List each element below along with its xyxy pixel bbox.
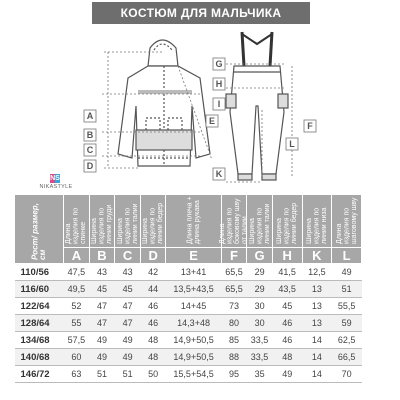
pants-illustration bbox=[226, 32, 288, 180]
table-cell: 51 bbox=[332, 281, 362, 298]
table-cell: 47 bbox=[115, 298, 141, 315]
table-cell: 14 bbox=[302, 332, 332, 349]
letter-l: L bbox=[289, 139, 295, 149]
table-cell: 46 bbox=[140, 298, 166, 315]
table-row bbox=[15, 332, 362, 349]
size-column-header: Рост/ размер, см bbox=[15, 195, 64, 264]
table-cell: 35 bbox=[247, 366, 273, 383]
letter-c: C bbox=[86, 145, 94, 155]
table-cell: 49 bbox=[89, 332, 115, 349]
column-letter-k: K bbox=[302, 248, 332, 264]
letter-g: G bbox=[215, 59, 223, 69]
column-label-f: Длина изделия по боковому шву от талии bbox=[221, 195, 247, 248]
table-row bbox=[15, 298, 362, 315]
letter-h: H bbox=[215, 79, 223, 89]
table-cell: 62,5 bbox=[332, 332, 362, 349]
table-row bbox=[15, 349, 362, 366]
table-cell: 57,5 bbox=[64, 332, 90, 349]
column-letter-d: D bbox=[140, 248, 166, 264]
table-cell: 14,3+48 bbox=[166, 315, 221, 332]
table-cell: 13,5+43,5 bbox=[166, 281, 221, 298]
table-cell: 41,5 bbox=[272, 264, 302, 281]
table-cell: 51 bbox=[115, 366, 141, 383]
table-cell: 44 bbox=[140, 281, 166, 298]
table-cell: 14,9+50,5 bbox=[166, 349, 221, 366]
column-letter-a: A bbox=[64, 248, 90, 264]
table-cell: 50 bbox=[140, 366, 166, 383]
row-size: 122/64 bbox=[15, 298, 64, 315]
table-cell: 47,5 bbox=[64, 264, 90, 281]
table-cell: 13 bbox=[302, 298, 332, 315]
row-size: 128/64 bbox=[15, 315, 64, 332]
header-letters-row bbox=[15, 248, 362, 264]
row-size: 110/56 bbox=[15, 264, 64, 281]
table-cell: 48 bbox=[140, 349, 166, 366]
table-cell: 66,5 bbox=[332, 349, 362, 366]
column-letter-f: F bbox=[221, 248, 247, 264]
letter-a: A bbox=[86, 111, 94, 121]
table-cell: 43 bbox=[89, 264, 115, 281]
table-cell: 14 bbox=[302, 366, 332, 383]
row-size: 116/60 bbox=[15, 281, 64, 298]
row-size: 134/68 bbox=[15, 332, 64, 349]
table-cell: 51 bbox=[89, 366, 115, 383]
brand-logo: NS bbox=[50, 175, 60, 182]
table-cell: 48 bbox=[272, 349, 302, 366]
column-letter-l: L bbox=[332, 248, 362, 264]
table-cell: 49 bbox=[89, 349, 115, 366]
table-cell: 42 bbox=[140, 264, 166, 281]
table-cell: 70 bbox=[332, 366, 362, 383]
table-cell: 46 bbox=[140, 315, 166, 332]
table-cell: 14+45 bbox=[166, 298, 221, 315]
row-size: 140/68 bbox=[15, 349, 64, 366]
column-label-h: Ширина изделия по линии бедер bbox=[272, 195, 302, 248]
table-row bbox=[15, 366, 362, 383]
column-letter-g: G bbox=[247, 248, 273, 264]
table-cell: 47 bbox=[89, 315, 115, 332]
column-label-b: Ширина изделия по линии груди bbox=[89, 195, 115, 248]
table-cell: 65,5 bbox=[221, 281, 247, 298]
brand-name: NIKASTYLE bbox=[39, 184, 73, 190]
row-size: 146/72 bbox=[15, 366, 64, 383]
table-cell: 14 bbox=[302, 349, 332, 366]
column-label-d: Ширина изделия по линии бедер bbox=[140, 195, 166, 248]
brand-block bbox=[36, 174, 76, 192]
table-cell: 49 bbox=[272, 366, 302, 383]
table-cell: 49,5 bbox=[64, 281, 90, 298]
table-cell: 13 bbox=[302, 281, 332, 298]
table-cell: 12,5 bbox=[302, 264, 332, 281]
table-cell: 49 bbox=[115, 349, 141, 366]
table-cell: 63 bbox=[64, 366, 90, 383]
table-cell: 47 bbox=[89, 298, 115, 315]
table-cell: 55,5 bbox=[332, 298, 362, 315]
table-cell: 45 bbox=[89, 281, 115, 298]
garment-diagram bbox=[0, 26, 400, 194]
column-label-a: Длина изделия по спинке bbox=[64, 195, 90, 248]
table-cell: 46 bbox=[272, 315, 302, 332]
table-cell: 13+41 bbox=[166, 264, 221, 281]
table-cell: 52 bbox=[64, 298, 90, 315]
column-label-l: Длина изделия по шаговому шву bbox=[332, 195, 362, 248]
table-cell: 47 bbox=[115, 315, 141, 332]
table-cell: 49 bbox=[115, 332, 141, 349]
table-cell: 60 bbox=[64, 349, 90, 366]
column-label-e: Длина плеча + длина рукава bbox=[166, 195, 221, 248]
table-cell: 59 bbox=[332, 315, 362, 332]
table-row bbox=[15, 264, 362, 281]
letter-k: K bbox=[215, 169, 223, 179]
table-cell: 95 bbox=[221, 366, 247, 383]
table-cell: 33,5 bbox=[247, 349, 273, 366]
column-label-g: Ширина изделия по линии талии bbox=[247, 195, 273, 248]
column-label-k: Ширина изделия по линии низа bbox=[302, 195, 332, 248]
column-letter-b: B bbox=[89, 248, 115, 264]
column-letter-c: C bbox=[115, 248, 141, 264]
table-cell: 15,5+54,5 bbox=[166, 366, 221, 383]
size-chart-table bbox=[14, 194, 362, 383]
table-cell: 80 bbox=[221, 315, 247, 332]
letter-i: I bbox=[217, 99, 221, 109]
table-cell: 45 bbox=[115, 281, 141, 298]
table-cell: 14,9+50,5 bbox=[166, 332, 221, 349]
jacket-illustration bbox=[118, 40, 210, 166]
table-cell: 29 bbox=[247, 281, 273, 298]
table-cell: 85 bbox=[221, 332, 247, 349]
letter-e: E bbox=[208, 116, 216, 126]
table-cell: 46 bbox=[272, 332, 302, 349]
table-cell: 30 bbox=[247, 298, 273, 315]
table-cell: 30 bbox=[247, 315, 273, 332]
table-cell: 88 bbox=[221, 349, 247, 366]
letter-d: D bbox=[86, 161, 94, 171]
table-cell: 29 bbox=[247, 264, 273, 281]
letter-b: B bbox=[86, 130, 94, 140]
table-cell: 33,5 bbox=[247, 332, 273, 349]
column-letter-e: E bbox=[166, 248, 221, 264]
table-cell: 13 bbox=[302, 315, 332, 332]
table-cell: 49 bbox=[332, 264, 362, 281]
letter-f: F bbox=[307, 121, 313, 131]
table-cell: 43 bbox=[115, 264, 141, 281]
table-cell: 65,5 bbox=[221, 264, 247, 281]
table-cell: 55 bbox=[64, 315, 90, 332]
header-labels-row bbox=[15, 195, 362, 248]
page-title: КОСТЮМ ДЛЯ МАЛЬЧИКА bbox=[92, 2, 310, 24]
table-row bbox=[15, 281, 362, 298]
table-cell: 73 bbox=[221, 298, 247, 315]
column-label-c: Ширина изделия по линии талии bbox=[115, 195, 141, 248]
table-cell: 48 bbox=[140, 332, 166, 349]
table-row bbox=[15, 315, 362, 332]
table-cell: 43,5 bbox=[272, 281, 302, 298]
column-letter-h: H bbox=[272, 248, 302, 264]
table-cell: 45 bbox=[272, 298, 302, 315]
